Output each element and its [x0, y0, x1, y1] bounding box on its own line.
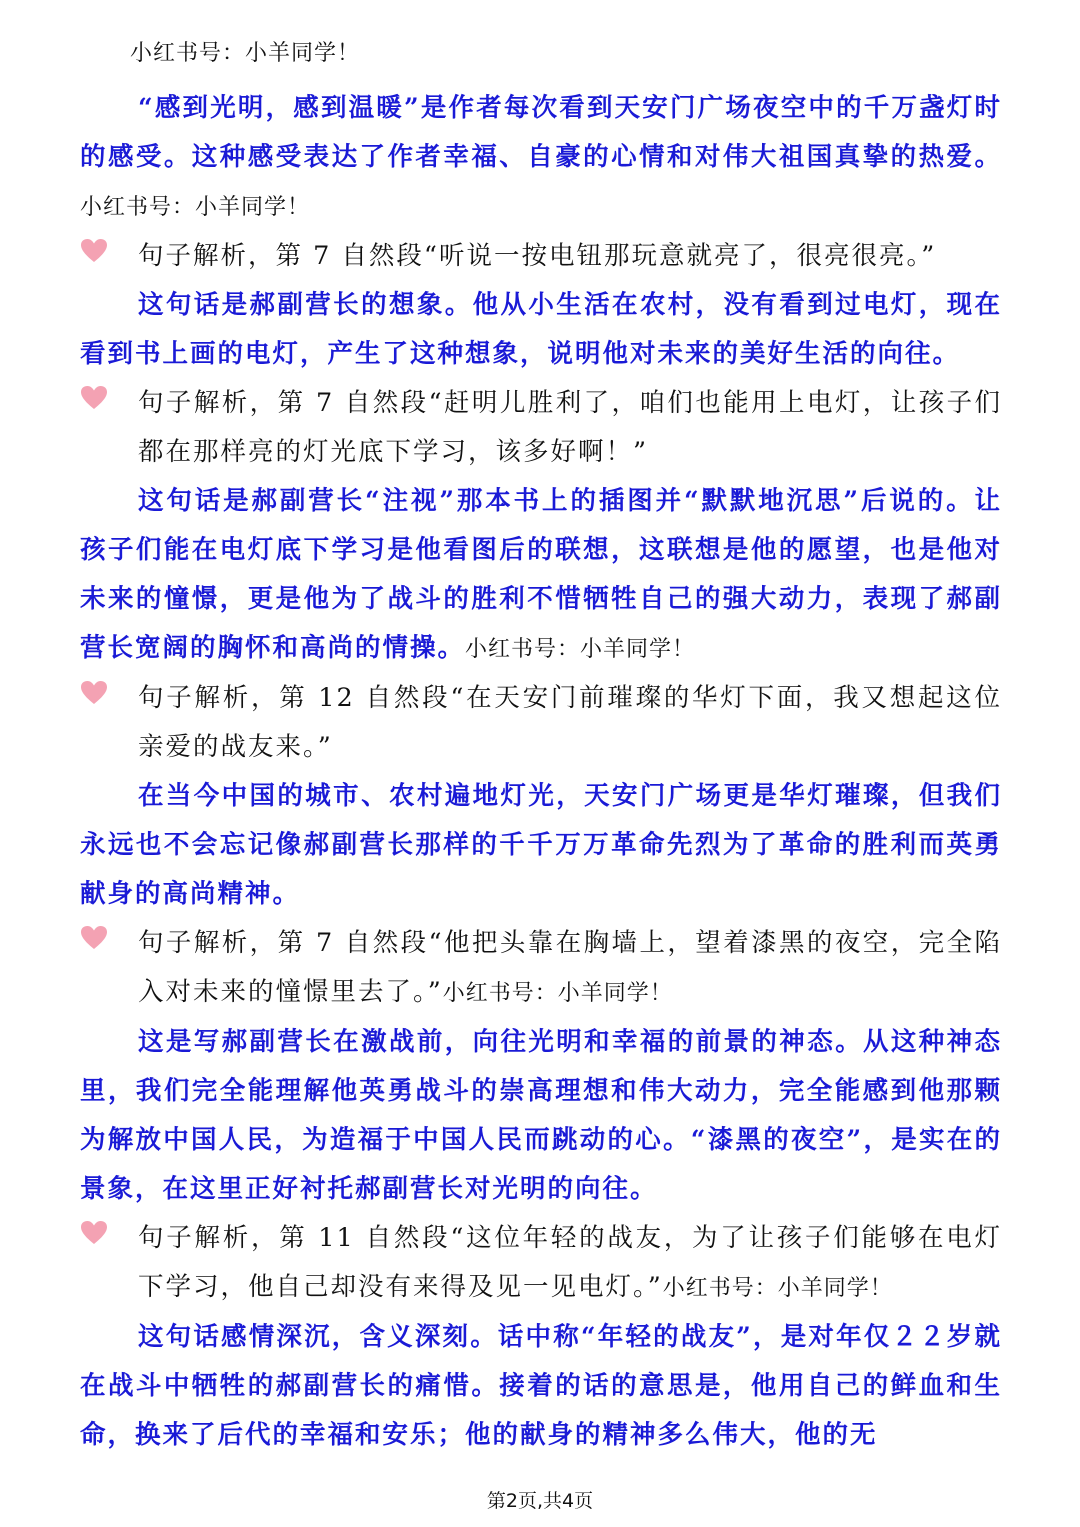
block-text: 这句话是郝副营长“注视”那本书上的插图并“默默地沉思”后说的。让孩子们能在电灯底下学习是他看图后的联想，这联想是他的愿望，也是他对未来的憧憬，更是他为了战斗的胜利不惜牺牲自己的强大动力，表现了郝副营长宽阔的胸怀和高尚的情操。 [80, 486, 1002, 663]
block-text: 句子解析，第 11 自然段“这位年轻的战友，为了让孩子们能够在电灯下学习，他自己却没有来得及见一见电灯。” [138, 1223, 1002, 1302]
block-text: 句子解析，第 7 自然段“赶明儿胜利了，咱们也能用上电灯，让孩子们都在那样亮的灯光底下学习，该多好啊！” [138, 388, 1002, 467]
block-text: 这是写郝副营长在激战前，向往光明和幸福的前景的神态。从这种神态里，我们完全能理解他英勇战斗的崇高理想和伟大动力，完全能感到他那颗为解放中国人民，为造福于中国人民而跳动的心。“漆黑的夜空”，是实在的景象，在这里正好衬托郝副营长对光明的向往。 [80, 1027, 1002, 1204]
sentence-prompt [80, 379, 1002, 477]
heart-icon [80, 925, 108, 951]
analysis-paragraph [80, 84, 1002, 232]
inline-watermark: 小红书号：小羊同学！ [662, 1276, 893, 1301]
sentence-prompt [80, 1214, 1002, 1313]
heart-icon [80, 1220, 108, 1246]
heart-icon [80, 385, 108, 411]
block-text: 这句话是郝副营长的想象。他从小生活在农村，没有看到过电灯，现在看到书上画的电灯，产生了这种想象，说明他对未来的美好生活的向往。 [80, 290, 1002, 369]
page-number: 第2页,共4页 [486, 1490, 594, 1512]
heart-icon [80, 680, 108, 706]
block-text: “感到光明，感到温暖”是作者每次看到天安门广场夜空中的千万盏灯时的感受。这种感受表达了作者幸福、自豪的心情和对伟大祖国真挚的热爱。 [80, 93, 1002, 172]
document-body [80, 84, 1002, 1460]
analysis-paragraph [80, 1313, 1002, 1460]
analysis-paragraph [80, 1018, 1002, 1214]
block-text: 句子解析，第 12 自然段“在天安门前璀璨的华灯下面，我又想起这位亲爱的战友来。” [138, 683, 1002, 762]
sentence-prompt [80, 232, 1002, 281]
header-watermark: 小红书号：小羊同学！ [130, 41, 361, 66]
block-text: 句子解析，第 7 自然段“他把头靠在胸墙上，望着漆黑的夜空，完全陷入对未来的憧憬里去了。” [138, 928, 1002, 1007]
inline-watermark: 小红书号：小羊同学！ [80, 195, 311, 220]
sentence-prompt [80, 674, 1002, 772]
inline-watermark: 小红书号：小羊同学！ [465, 637, 696, 662]
analysis-paragraph [80, 281, 1002, 379]
analysis-paragraph [80, 477, 1002, 674]
sentence-prompt [80, 919, 1002, 1018]
analysis-paragraph [80, 772, 1002, 919]
heart-icon [80, 238, 108, 264]
block-text: 句子解析，第 7 自然段“听说一按电钮那玩意就亮了，很亮很亮。” [138, 241, 937, 271]
block-text: 在当今中国的城市、农村遍地灯光，天安门广场更是华灯璀璨，但我们永远也不会忘记像郝副营长那样的千千万万革命先烈为了革命的胜利而英勇献身的高尚精神。 [80, 781, 1002, 909]
block-text: 这句话感情深沉，含义深刻。话中称“年轻的战友”，是对年仅２２岁就在战斗中牺牲的郝副营长的痛惜。接着的话的意思是，他用自己的鲜血和生命，换来了后代的幸福和安乐；他的献身的精神多么伟大，他的无 [80, 1322, 1002, 1450]
inline-watermark: 小红书号：小羊同学！ [442, 981, 673, 1006]
